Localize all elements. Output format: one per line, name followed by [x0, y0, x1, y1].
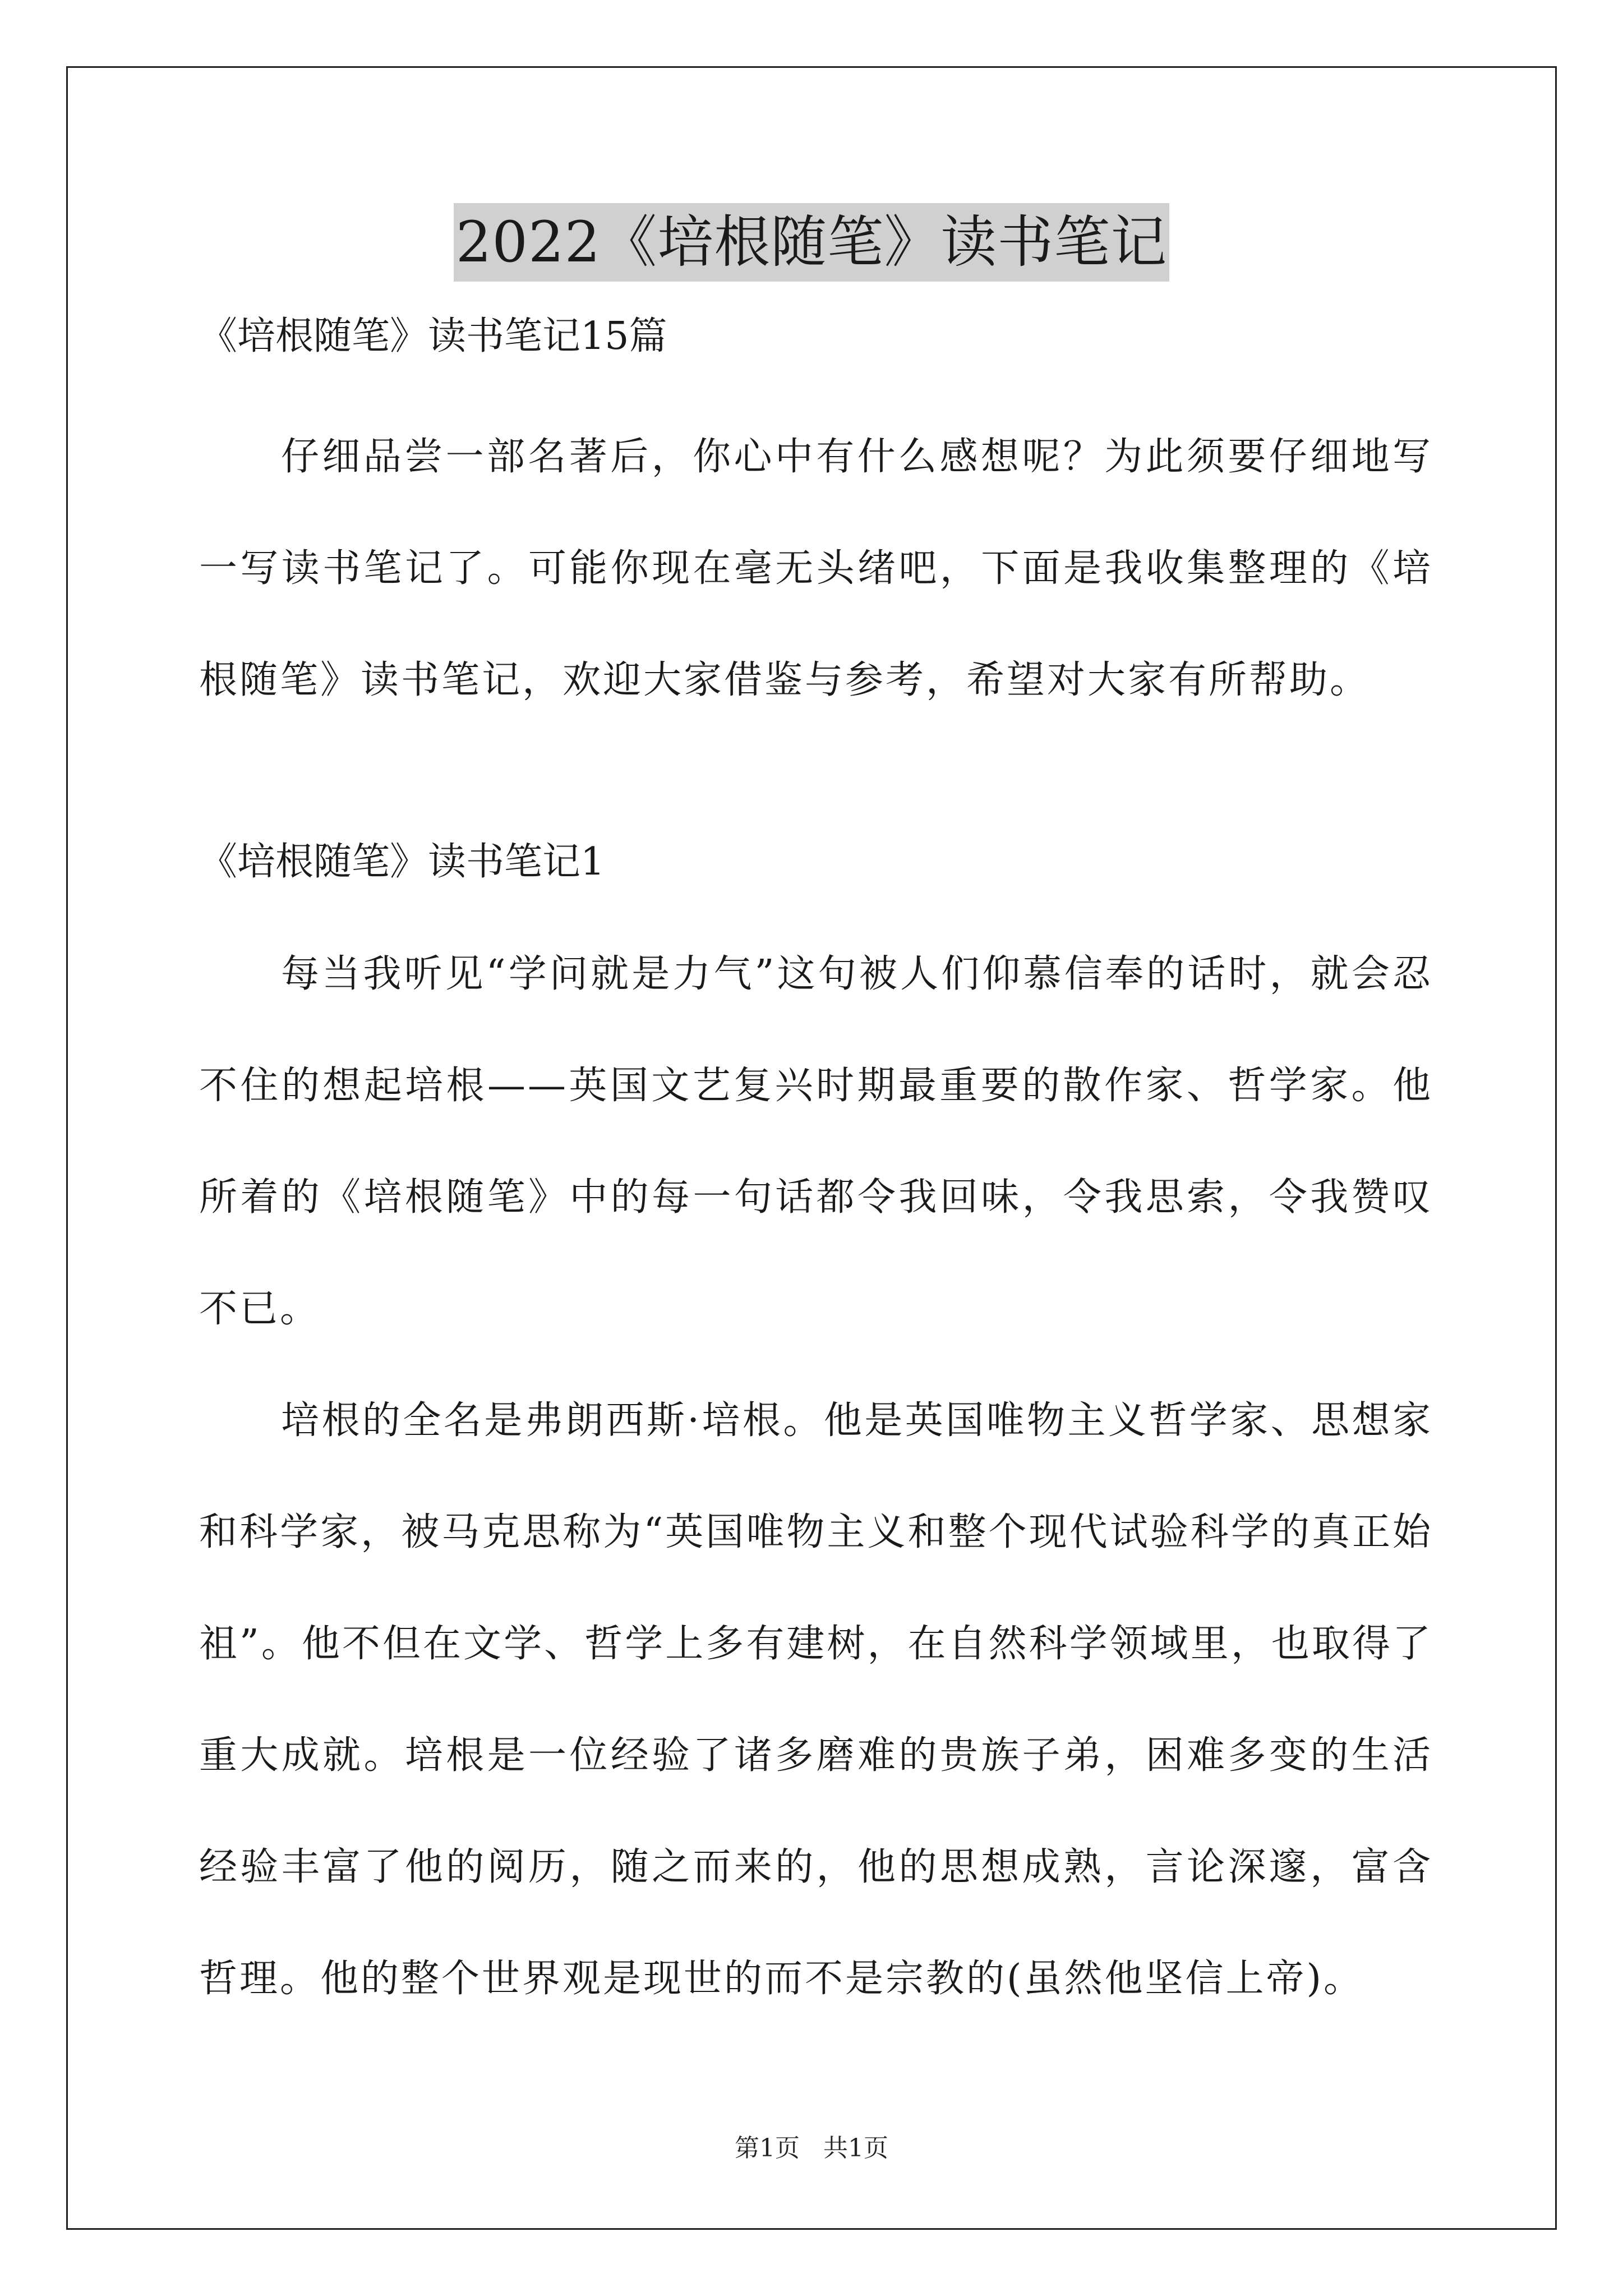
- page-total: 共1页: [823, 2134, 888, 2162]
- spacer: [199, 736, 1433, 831]
- page-number: 第1页: [735, 2134, 800, 2162]
- document-title: 2022《培根随笔》读书笔记: [454, 203, 1170, 282]
- body-paragraph: 培根的全名是弗朗西斯·培根。他是英国唯物主义哲学家、思想家和科学家，被马克思称为“英国唯物主义和整个现代试验科学的真正始祖”。他不但在文学、哲学上多有建树，在自然科学领域里，也取得了重大成就。培根是一位经验了诸多磨难的贵族子弟，困难多变的生活经验丰富了他的阅历，随之而来的，他的思想成熟，言论深邃，富含哲理。他的整个世界观是现世的而不是宗教的(虽然他坚信上帝)。: [199, 1398, 1433, 2001]
- document-body: [199, 306, 1433, 2035]
- section-heading: 《培根随笔》读书笔记1: [199, 840, 605, 884]
- intro-paragraph: 仔细品尝一部名著后，你心中有什么感想呢？为此须要仔细地写一写读书笔记了。可能你现在毫无头绪吧，下面是我收集整理的《培根随笔》读书笔记，欢迎大家借鉴与参考，希望对大家有所帮助。: [199, 435, 1433, 702]
- title-container: [0, 203, 1623, 282]
- page-footer: [0, 2132, 1623, 2165]
- body-paragraph: 每当我听见“学问就是力气”这句被人们仰慕信奉的话时，就会忍不住的想起培根——英国文艺复兴时期最重要的散作家、哲学家。他所着的《培根随笔》中的每一句话都令我回味，令我思索，令我赞叹不已。: [199, 952, 1433, 1331]
- subtitle: 《培根随笔》读书笔记15篇: [199, 314, 667, 358]
